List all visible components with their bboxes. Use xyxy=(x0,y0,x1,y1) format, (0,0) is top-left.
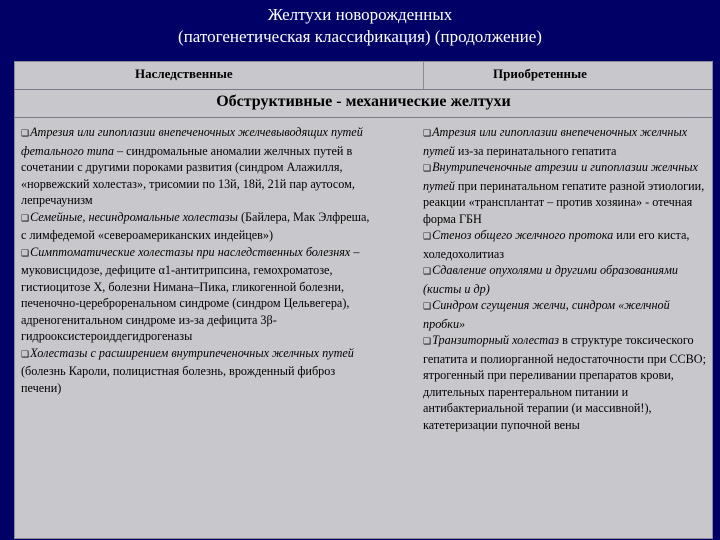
checkbox-bullet-icon: ❑ xyxy=(423,337,432,347)
table-subheader-row xyxy=(15,90,712,118)
slide-title xyxy=(0,4,720,48)
slide-title-line1: Желтухи новорожденных xyxy=(267,5,453,24)
list-item: ❑Холестазы с расширением внутрипеченочных желчных путей (болезнь Кароли, полицистная болезнь, врожденный фиброз печени) xyxy=(21,345,354,395)
classification-table xyxy=(14,61,713,539)
checkbox-bullet-icon: ❑ xyxy=(423,267,432,277)
list-item: ❑Симптоматические холестазы при наследственных болезнях – муковисцидозе, дефиците α1-антитрипсина, гемохроматозе, гистиоцитозе Х, болезни Нимана–Пика, гликогенной болезни, печеночно-цереброренальном синдроме (синдром Цельвегера), адреногенитальном синдроме из-за дефицита 3β-гидрооксистероиддегидрогеназы xyxy=(21,244,360,343)
slide-title-line2: (патогенетическая классификация) (продолжение) xyxy=(178,27,542,46)
table-body xyxy=(15,118,712,538)
subheader-obstructive: Обструктивные - механические желтухи xyxy=(216,93,511,110)
column-divider xyxy=(423,62,424,89)
table-header-row xyxy=(15,62,712,90)
checkbox-bullet-icon: ❑ xyxy=(21,248,30,259)
checkbox-bullet-icon: ❑ xyxy=(21,213,30,224)
list-item: ❑Атрезия или гипоплазии внепеченочных желчных путей из-за перинатального гепатита xyxy=(423,125,688,158)
checkbox-bullet-icon: ❑ xyxy=(21,349,30,360)
checkbox-bullet-icon: ❑ xyxy=(423,164,432,174)
list-item: ❑Сдавление опухолями и другими образованиями (кисты и др) xyxy=(423,263,678,296)
list-item: ❑Синдром сгущения желчи, синдром «желчной пробки» xyxy=(423,298,670,331)
list-item: ❑Транзиторный холестаз в структуре токсического гепатита и полиорганной недостаточности при ССВО; ятрогенный при переливании препаратов крови, длительных парентеральном питании и антибактериальной терапии (и массивной!), катетеризации пупочной вены xyxy=(423,333,706,432)
header-acquired: Приобретенные xyxy=(493,66,587,81)
checkbox-bullet-icon: ❑ xyxy=(423,129,432,139)
list-item: ❑Внутрипеченочные атрезии и гипоплазии желчных путей при перинатальном гепатите разной этиологии, реакции «трансплантат – против хозяина» - отечная форма ГБН xyxy=(423,160,705,226)
list-item: ❑Атрезия или гипоплазии внепеченочных желчевыводящих путей фетального типа – синдромальные аномалии желчных путей в сочетании с другими пороками развития (синдром Алажилля, «норвежский холестаз», трисомии по 13й, 18й, 21й пар аутосом, лепречаунизм xyxy=(21,125,363,207)
list-item: ❑Стеноз общего желчного протока или его киста, холедохолитиаз xyxy=(423,228,690,261)
checkbox-bullet-icon: ❑ xyxy=(423,232,432,242)
checkbox-bullet-icon: ❑ xyxy=(21,129,30,139)
acquired-column xyxy=(423,124,707,433)
header-hereditary: Наследственные xyxy=(135,66,233,81)
hereditary-column xyxy=(21,124,377,396)
checkbox-bullet-icon: ❑ xyxy=(423,302,432,312)
list-item: ❑Семейные, несиндромальные холестазы (Байлера, Мак Элфреша, с лимфедемой «североамериканских индейцев») xyxy=(21,209,370,242)
